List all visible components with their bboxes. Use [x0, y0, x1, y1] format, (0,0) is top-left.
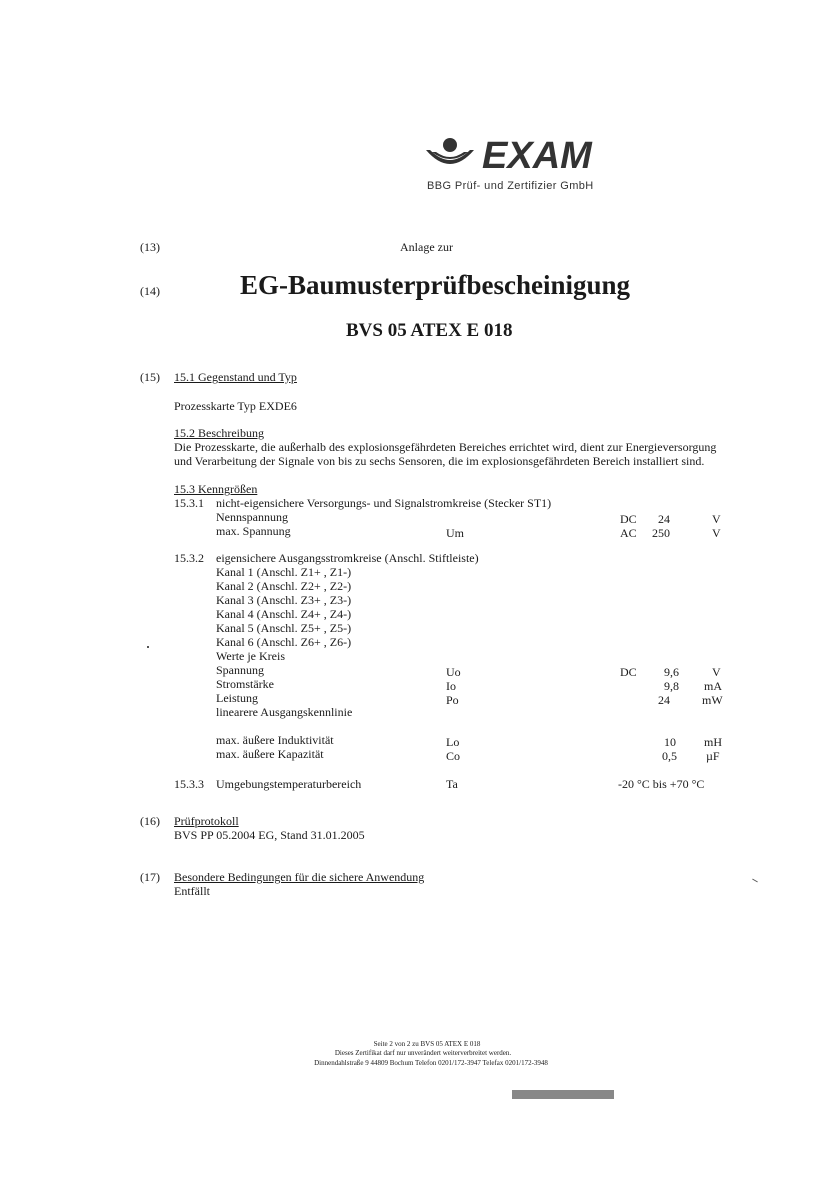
row-value: 9,6	[664, 665, 679, 679]
heading-17: Besondere Bedingungen für die sichere Anwendung	[174, 870, 425, 884]
test-report: BVS PP 05.2004 EG, Stand 31.01.2005	[174, 828, 365, 842]
certificate-id: BVS 05 ATEX E 018	[346, 320, 513, 341]
footer-note: Dieses Zertifikat darf nur unverändert weiterverbreitet werden.	[334, 1049, 512, 1057]
row-label: max. äußere Induktivität	[216, 733, 334, 747]
channel-2: Kanal 2 (Anschl. Z2+ , Z2-)	[216, 579, 352, 593]
row-label: max. Spannung	[216, 524, 291, 538]
row-value: 250	[652, 526, 670, 540]
param-text-15-3-2: eigensichere Ausgangsstromkreise (Anschl. Stiftleiste)	[216, 551, 479, 565]
heading-15-3: 15.3 Kenngrößen	[174, 482, 258, 496]
temperature-symbol: Ta	[446, 777, 458, 791]
description-line-2: und Verarbeitung der Signale von bis zu sechs Sensoren, die im explosionsgefährdeten Bereich installiert sind.	[174, 454, 705, 468]
section-number-17: (17)	[140, 870, 160, 884]
logo-subtitle: BBG Prüf- und Zertifizier GmbH	[427, 180, 594, 192]
heading-16: Prüfprotokoll	[174, 814, 239, 828]
row-unit: µF	[706, 749, 720, 763]
annex-label: Anlage zur	[400, 240, 453, 254]
footer-bar	[512, 1090, 614, 1099]
row-unit: mA	[704, 679, 722, 693]
row-label: Nennspannung	[216, 510, 288, 524]
heading-15-2: 15.2 Beschreibung	[174, 426, 264, 440]
row-value: 24	[658, 693, 670, 707]
certificate-title: EG-Baumusterprüfbescheinigung	[240, 270, 631, 300]
row-symbol: Io	[446, 679, 456, 693]
row-symbol: Lo	[446, 735, 460, 749]
row-unit: mH	[704, 735, 722, 749]
logo-text: EXAM	[482, 135, 592, 177]
linear-label: linearere Ausgangskennlinie	[216, 705, 353, 719]
row-unit: mW	[702, 693, 723, 707]
channel-3: Kanal 3 (Anschl. Z3+ , Z3-)	[216, 593, 352, 607]
channel-4: Kanal 4 (Anschl. Z4+ , Z4-)	[216, 607, 352, 621]
channel-5: Kanal 5 (Anschl. Z5+ , Z5-)	[216, 621, 352, 635]
row-value: 9,8	[664, 679, 679, 693]
scan-mark	[147, 646, 149, 648]
device-type: Prozesskarte Typ EXDE6	[174, 399, 297, 413]
section-number-14: (14)	[140, 284, 160, 298]
row-label: Leistung	[216, 691, 258, 705]
row-symbol: Uo	[446, 665, 461, 679]
special-conditions: Entfällt	[174, 884, 210, 898]
row-type: DC	[620, 665, 637, 679]
row-unit: V	[712, 526, 721, 540]
scan-mark	[752, 879, 758, 883]
footer-address: Dinnendahlstraße 9 44809 Bochum Telefon 0201/172-3947 Telefax 0201/172-3948	[314, 1059, 548, 1067]
section-number-16: (16)	[140, 814, 160, 828]
row-value: 10	[664, 735, 676, 749]
temperature-value: -20 °C bis +70 °C	[618, 777, 705, 791]
row-value: 24	[658, 512, 670, 526]
row-label: Spannung	[216, 663, 264, 677]
row-symbol: Co	[446, 749, 461, 763]
footer-page: Seite 2 von 2 zu BVS 05 ATEX E 018	[373, 1040, 481, 1048]
per-circuit-label: Werte je Kreis	[216, 649, 285, 663]
description-line-1: Die Prozesskarte, die außerhalb des explosionsgefährdeten Bereiches errichtet wird, dient zur Energieversorgung	[174, 440, 717, 454]
param-number-15-3-1: 15.3.1	[174, 496, 204, 510]
row-symbol: Um	[446, 526, 464, 540]
row-label: Stromstärke	[216, 677, 274, 691]
channel-6: Kanal 6 (Anschl. Z6+ , Z6-)	[216, 635, 352, 649]
section-number-15: (15)	[140, 370, 160, 384]
row-type: AC	[620, 526, 637, 540]
row-unit: V	[712, 512, 721, 526]
param-number-15-3-2: 15.3.2	[174, 551, 204, 565]
row-label: max. äußere Kapazität	[216, 747, 324, 761]
section-number-13: (13)	[140, 240, 160, 254]
param-text-15-3-1: nicht-eigensichere Versorgungs- und Signalstromkreise (Stecker ST1)	[216, 496, 552, 510]
temperature-label: Umgebungstemperaturbereich	[216, 777, 362, 791]
heading-15-1: 15.1 Gegenstand und Typ	[174, 370, 297, 384]
row-unit: V	[712, 665, 721, 679]
row-type: DC	[620, 512, 637, 526]
row-symbol: Po	[446, 693, 459, 707]
row-value: 0,5	[662, 749, 677, 763]
channel-1: Kanal 1 (Anschl. Z1+ , Z1-)	[216, 565, 352, 579]
param-number-15-3-3: 15.3.3	[174, 777, 204, 791]
exam-logo-icon	[424, 138, 480, 174]
